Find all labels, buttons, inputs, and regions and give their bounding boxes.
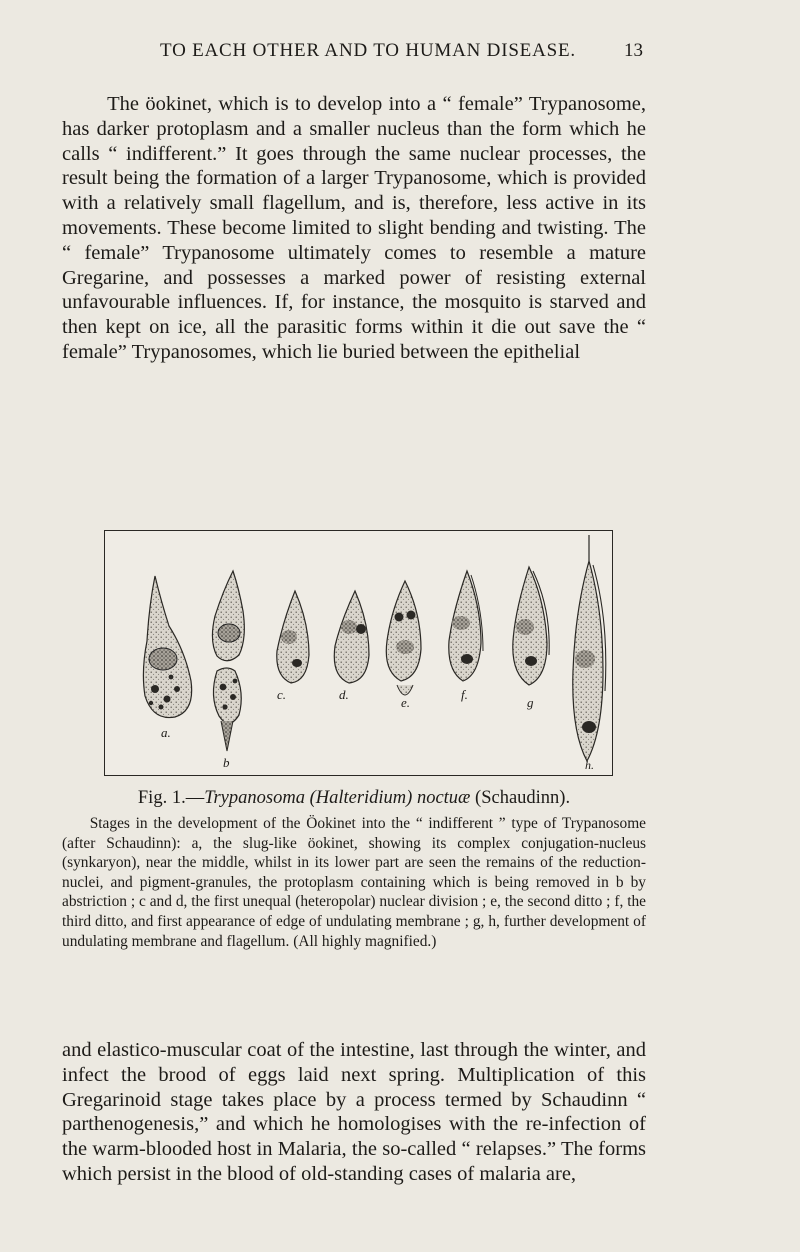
figure-illustration xyxy=(104,530,613,776)
body-paragraph-1: The öokinet, which is to develop into a “ female” Trypanosome, has darker protoplasm and a smaller nucleus than the form which he calls “ indifferent.” It goes through the same nuclear processes, the result being the formation of a larger Trypanosome, which is provided with a relatively small flagellum, and is, therefore, less active in its movements. These become limited to slight bending and twisting. The “ female” Trypanosome ultimately comes to resemble a mature Gregarine, and possesses a marked power of resisting external unfavourable influences. If, for instance, the mosquito is starved and then kept on ice, all the parasitic forms within it die out save the “ female” Trypanosomes, which lie buried between the epithelial xyxy=(62,93,646,363)
stage-e-drawing xyxy=(386,581,421,695)
stage-label-c: c. xyxy=(277,687,287,702)
body-paragraph-2: and elastico-muscular coat of the intestine, last through the winter, and infect the brood of eggs laid next spring. Multiplication of this Gregarinoid stage takes place by a process termed by Schaudinn “ parthenogenesis,” and which he homologises with the re-infection of the warm-blooded host in Malaria, the so-called “ relapses.” The forms which persist in the blood of old-standing cases of malaria are, xyxy=(62,1039,646,1185)
caption-species-name: Trypanosoma (Halteridium) noctuæ xyxy=(204,788,471,808)
figure-caption xyxy=(62,786,646,951)
stage-b-drawing xyxy=(212,571,244,751)
stage-label-g: g xyxy=(527,695,534,710)
stage-d-drawing xyxy=(334,591,369,683)
stage-label-b: b xyxy=(223,755,230,770)
page-number: 13 xyxy=(624,40,643,61)
trypanosome-stages-drawing xyxy=(105,531,612,775)
stage-g-drawing xyxy=(513,567,549,685)
caption-author: (Schaudinn). xyxy=(470,788,571,808)
stage-c-drawing xyxy=(277,591,309,683)
stage-h-drawing xyxy=(573,535,606,761)
stage-a-drawing xyxy=(143,576,191,718)
running-head xyxy=(0,40,800,66)
running-title: TO EACH OTHER AND TO HUMAN DISEASE. xyxy=(160,40,576,61)
stage-label-e: e. xyxy=(401,695,411,710)
caption-title xyxy=(62,786,646,810)
stage-f-drawing xyxy=(449,571,483,681)
stage-label-f: f. xyxy=(461,687,468,702)
stage-label-d: d. xyxy=(339,687,349,702)
caption-prefix: Fig. 1.— xyxy=(137,788,205,808)
caption-body: Stages in the development of the Öokinet into the “ indifferent ” type of Trypanosome (after Schaudinn): a, the slug-like öokinet, showing its complex conjugation-nucleus (synkaryon), near the middle, whilst in its lower part are seen the remains of the reduction-nuclei, and pigment-granules, the protoplasm containing which is being removed in b by abstriction ; c and d, the first unequal (heteropolar) nuclear division ; e, the second ditto ; f, the third ditto, and first appearance of edge of undulating membrane ; g, h, further development of undulating membrane and flagellum. (All highly magnified.) xyxy=(62,815,646,950)
stage-label-h: h. xyxy=(585,758,594,772)
stage-label-a: a. xyxy=(161,725,171,740)
